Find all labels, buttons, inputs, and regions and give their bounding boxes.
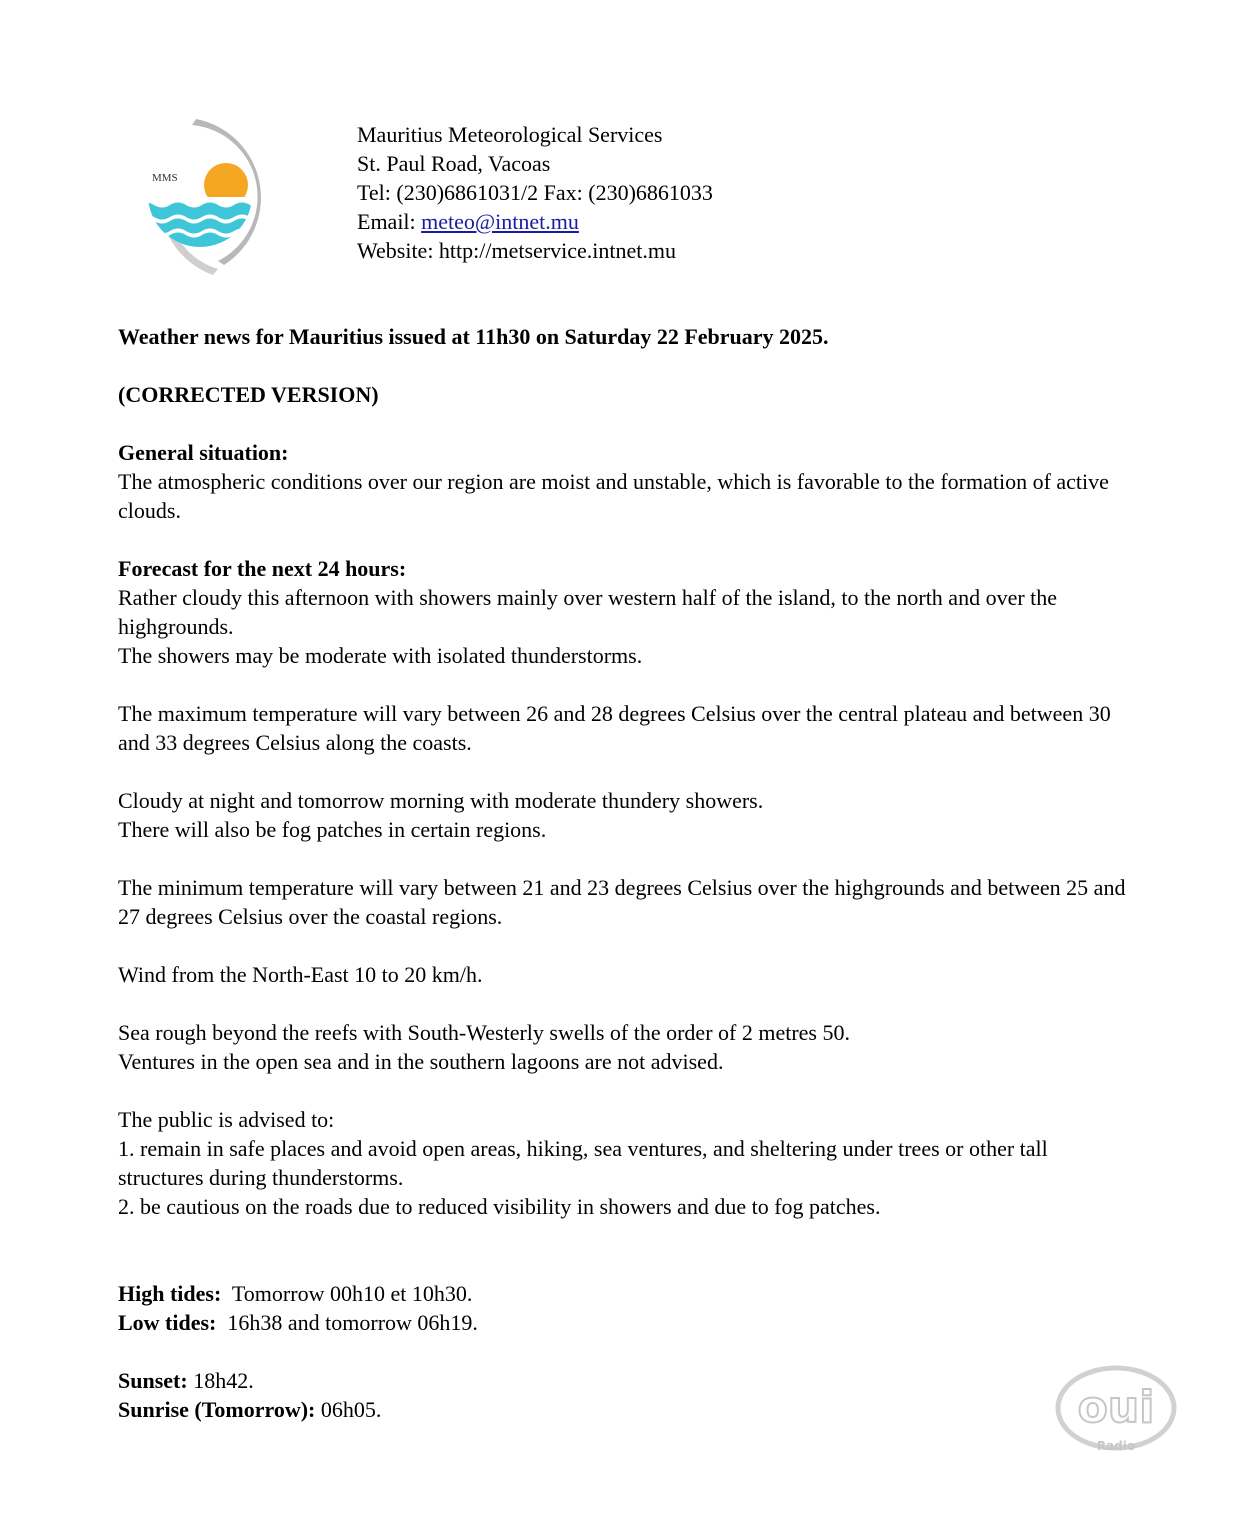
advice-item-2: 2. be cautious on the roads due to reduced visibility in showers and due to fog patches. bbox=[118, 1194, 881, 1219]
bulletin-title: Weather news for Mauritius issued at 11h30 on Saturday 22 February 2025. bbox=[118, 324, 829, 349]
max-temp-text: The maximum temperature will vary between 26 and 28 degrees Celsius over the central plateau and between 30 and 33 degrees Celsius along the coasts. bbox=[118, 701, 1111, 755]
watermark-text: oui bbox=[1077, 1382, 1155, 1433]
general-text: The atmospheric conditions over our region are moist and unstable, which is favorable to the formation of active clouds. bbox=[118, 469, 1109, 523]
sea-line-2: Ventures in the open sea and in the southern lagoons are not advised. bbox=[118, 1049, 724, 1074]
forecast-line-2: The showers may be moderate with isolated thunderstorms. bbox=[118, 643, 643, 668]
bulletin-body bbox=[118, 322, 1128, 1424]
night-line-1: Cloudy at night and tomorrow morning with moderate thundery showers. bbox=[118, 788, 764, 813]
high-tides-label: High tides: bbox=[118, 1281, 222, 1306]
sunrise-value: 06h05. bbox=[315, 1397, 382, 1422]
sunset-label: Sunset: bbox=[118, 1368, 188, 1393]
forecast-line-1: Rather cloudy this afternoon with showers mainly over western half of the island, to the north and over the highgrounds. bbox=[118, 585, 1058, 639]
min-temp-text: The minimum temperature will vary between 21 and 23 degrees Celsius over the highgrounds and between 25 and 27 degrees Celsius over the coastal regions. bbox=[118, 875, 1126, 929]
org-email-line bbox=[357, 207, 713, 236]
general-heading: General situation: bbox=[118, 440, 289, 465]
low-tides-value: 16h38 and tomorrow 06h19. bbox=[216, 1310, 478, 1335]
high-tides-line bbox=[118, 1279, 1128, 1308]
mms-logo bbox=[138, 113, 268, 278]
sunrise-label: Sunrise (Tomorrow): bbox=[118, 1397, 316, 1422]
org-phone: Tel: (230)6861031/2 Fax: (230)6861033 bbox=[357, 180, 713, 205]
watermark-subtext: Radio bbox=[1096, 1439, 1136, 1453]
email-link[interactable]: meteo@intnet.mu bbox=[421, 209, 579, 234]
logo-text: MMS bbox=[152, 172, 178, 184]
wind-text: Wind from the North-East 10 to 20 km/h. bbox=[118, 962, 483, 987]
sunset-value: 18h42. bbox=[187, 1368, 254, 1393]
sea-line-1: Sea rough beyond the reefs with South-Westerly swells of the order of 2 metres 50. bbox=[118, 1020, 850, 1045]
email-label: Email: bbox=[357, 209, 422, 234]
low-tides-line bbox=[118, 1308, 1128, 1337]
night-line-2: There will also be fog patches in certain regions. bbox=[118, 817, 547, 842]
sunrise-line bbox=[118, 1395, 1128, 1424]
forecast-heading: Forecast for the next 24 hours: bbox=[118, 556, 407, 581]
version-note: (CORRECTED VERSION) bbox=[118, 382, 379, 407]
advice-intro: The public is advised to: bbox=[118, 1107, 335, 1132]
advice-item-1: 1. remain in safe places and avoid open areas, hiking, sea ventures, and sheltering under trees or other tall structures during thunderstorms. bbox=[118, 1136, 1048, 1190]
org-header bbox=[357, 120, 713, 265]
org-website: Website: http://metservice.intnet.mu bbox=[357, 238, 676, 263]
high-tides-value: Tomorrow 00h10 et 10h30. bbox=[221, 1281, 473, 1306]
org-address: St. Paul Road, Vacoas bbox=[357, 151, 551, 176]
oui-radio-watermark-icon bbox=[1050, 1360, 1180, 1460]
low-tides-label: Low tides: bbox=[118, 1310, 217, 1335]
sunset-line bbox=[118, 1366, 1128, 1395]
org-name: Mauritius Meteorological Services bbox=[357, 122, 663, 147]
